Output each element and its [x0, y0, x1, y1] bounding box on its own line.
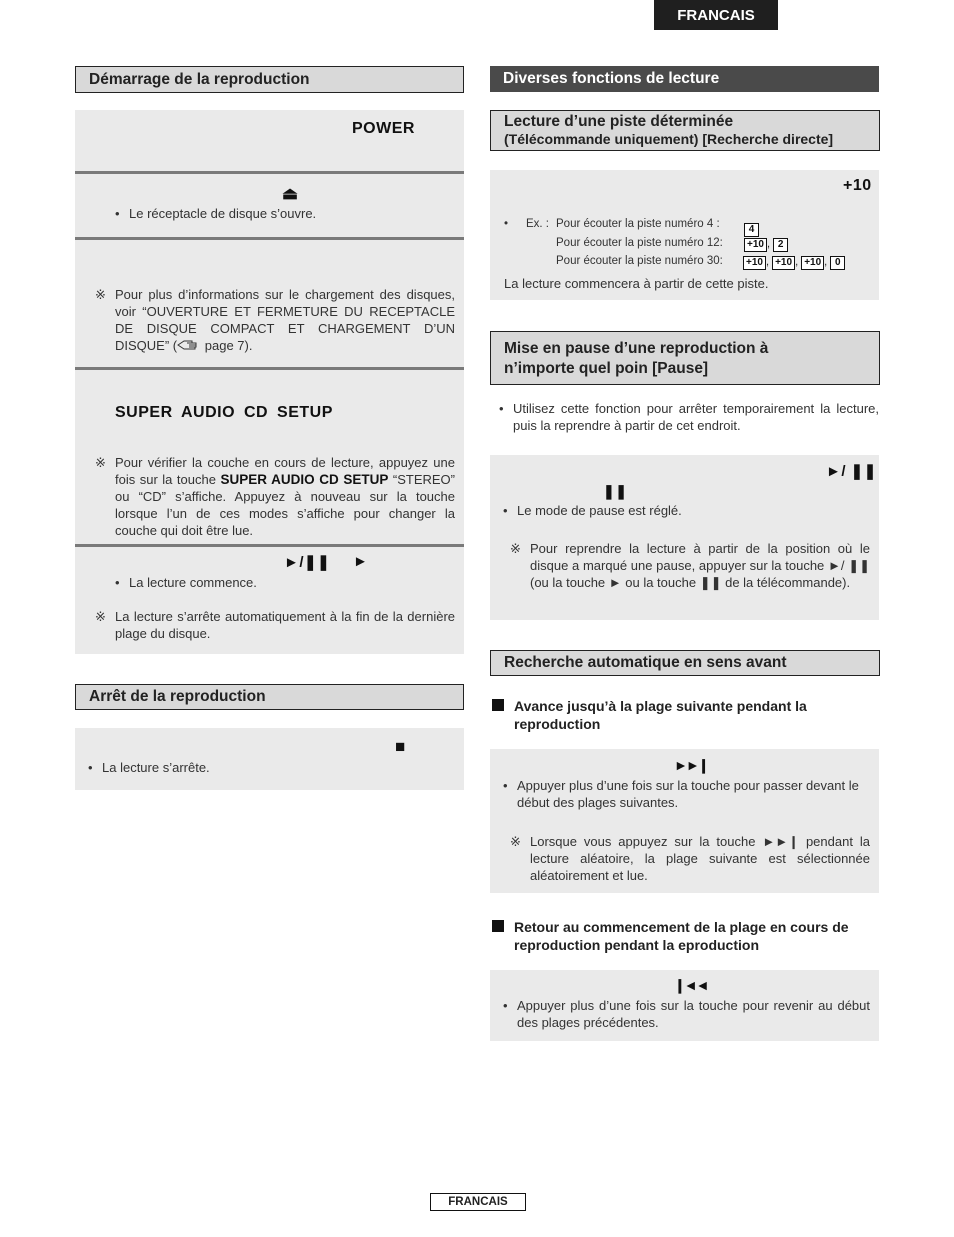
title-line: Mise en pause d’une reproduction à	[504, 340, 769, 357]
section-title-stop: Arrêt de la reproduction	[75, 684, 464, 710]
pause-icon: ❚❚	[603, 483, 628, 499]
example-label: Ex. :	[526, 218, 550, 230]
note-mark-icon: ※	[95, 455, 106, 470]
title-line: Lecture d’une piste déterminée	[504, 113, 734, 130]
example-line: Pour écouter la piste numéro 12:	[556, 237, 723, 249]
example-keys: +10 , +10 , +10 , 0	[743, 256, 845, 270]
play-pause-icon: ►/ ❚❚	[826, 463, 877, 480]
power-key-label: POWER	[352, 120, 415, 137]
page-reference: page 7).	[204, 338, 253, 353]
section-title-start: Démarrage de la reproduction	[75, 66, 464, 93]
subsection-title-direct	[490, 110, 880, 151]
note-key: SUPER AUDIO CD SETUP	[220, 472, 389, 487]
divider	[75, 544, 464, 547]
note-mark-icon: ※	[95, 609, 106, 624]
number-key: +10	[744, 238, 767, 252]
title-line: n’importe quel poin [Pause]	[504, 360, 709, 377]
pause-panel	[490, 455, 879, 620]
note-random	[510, 833, 870, 884]
next-track-heading: Avance jusqu’à la plage suivante pendant la reproduction	[514, 698, 807, 732]
note-mark-icon: ※	[510, 541, 521, 556]
title-line: (Télécommande uniquement) [Recherche directe]	[504, 131, 834, 147]
number-key: 4	[744, 223, 759, 237]
note-text: “STEREO” ou “CD” s’affiche. Appuyez à nouveau sur la touche lorsque l’un de ces modes s’affiche pour changer la couche qui doit être lue.	[115, 472, 455, 538]
note-text: Lorsque vous appuyez sur la touche ►►❙ pendant la lecture aléatoire, la plage suivante est sélectionnée aléatoirement et lue.	[530, 834, 870, 883]
bullet-text: Appuyer plus d’une fois sur la touche pour revenir au début des plages précédentes.	[517, 998, 870, 1030]
play-pause-icon: ►/❚❚	[284, 554, 331, 571]
note-text: La lecture s’arrête automatiquement à la fin de la dernière plage du disque.	[115, 609, 455, 641]
square-bullet-icon	[492, 919, 504, 937]
list-item: • Le mode de pause est réglé.	[503, 502, 863, 519]
square-bullet-icon	[492, 698, 504, 716]
example-line: Pour écouter la piste numéro 30:	[556, 255, 723, 267]
subsection-title-search: Recherche automatique en sens avant	[490, 650, 880, 676]
super-audio-cd-setup-key-label: SUPER AUDIO CD SETUP	[115, 404, 333, 421]
example-keys	[744, 219, 759, 237]
bullet-text: Utilisez cette fonction pour arrêter temporairement la lecture, puis la reprendre à partir de cet endroit.	[513, 401, 879, 433]
language-tab: FRANCAIS	[654, 0, 778, 30]
example-keys: +10 , 2	[744, 238, 788, 252]
footer-language-tab: FRANCAIS	[430, 1193, 526, 1211]
bullet-text: Le réceptacle de disque s’ouvre.	[129, 206, 317, 221]
bullet-text: Le mode de pause est réglé.	[517, 503, 682, 518]
note-layer	[95, 454, 455, 539]
note-mark-icon: ※	[510, 834, 521, 849]
skip-forward-icon: ►►❙	[674, 757, 708, 773]
bullet: •	[504, 218, 509, 230]
example-line: Pour écouter la piste numéro 4 :	[556, 218, 720, 230]
note-text: Pour plus d’informations sur le chargement des disques, voir “OUVERTURE ET FERMETURE DU RECEPTACLE DE DISQUE COMPACT ET CHARGEMENT D’UN DISQUE” (	[115, 287, 455, 353]
number-key: 0	[830, 256, 845, 270]
number-key: +10	[743, 256, 766, 270]
list-item: • La lecture s’arrête.	[88, 759, 448, 776]
previous-track-heading: Retour au commencement de la plage en cours de reproduction pendant la eproduction	[514, 919, 849, 953]
number-key: 2	[773, 238, 788, 252]
divider	[75, 237, 464, 240]
bullet-text: Appuyer plus d’une fois sur la touche pour passer devant le début des plages suivantes.	[517, 778, 859, 810]
list-item: • Appuyer plus d’une fois sur la touche pour revenir au début des plages précédentes.	[503, 998, 870, 1030]
direct-result-text: La lecture commencera à partir de cette piste.	[504, 276, 769, 291]
stop-icon: ■	[395, 737, 406, 756]
number-key: +10	[772, 256, 795, 270]
bullet-text: La lecture commence.	[129, 575, 257, 590]
start-steps-panel	[75, 110, 464, 654]
note-resume	[510, 540, 870, 591]
play-icon: ►	[353, 553, 369, 570]
note-mark-icon: ※	[95, 287, 106, 302]
note-loading	[95, 286, 455, 354]
list-item: • Utilisez cette fonction pour arrêter temporairement la lecture, puis la reprendre à partir de cet endroit.	[499, 401, 879, 433]
note-auto-stop	[95, 608, 455, 642]
bullet-text: La lecture s’arrête.	[102, 760, 210, 775]
divider	[75, 367, 464, 370]
list-item: • Le réceptacle de disque s’ouvre.	[115, 205, 455, 222]
divider	[75, 171, 464, 174]
skip-back-icon: ❙◄◄	[674, 977, 708, 993]
section-title-various: Diverses fonctions de lecture	[490, 66, 879, 92]
eject-icon: ⏏	[282, 184, 299, 203]
note-text: Pour vérifier la couche en cours de lecture, appuyez une fois sur la touche	[115, 455, 455, 487]
subsection-title-pause	[490, 331, 880, 385]
list-item: • Appuyer plus d’une fois sur la touche pour passer devant le début des plages suivantes.	[503, 777, 870, 811]
number-key: +10	[801, 256, 824, 270]
list-item: • La lecture commence.	[115, 574, 455, 591]
note-text: Pour reprendre la lecture à partir de la position où le disque a marqué une pause, appuyer sur la touche ►/ ❚❚ (ou la touche ► ou la touche ❚❚ de la télécommande).	[530, 541, 870, 590]
plus10-key-label: +10	[843, 177, 872, 194]
page-reference-icon	[177, 338, 201, 350]
